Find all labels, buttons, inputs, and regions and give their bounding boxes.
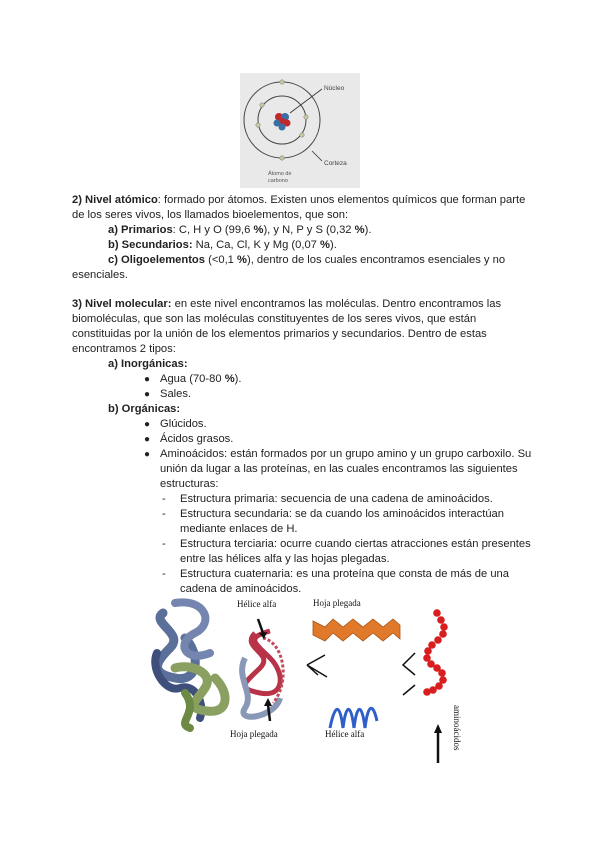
bracket-icon (403, 685, 415, 695)
arrow-icon (264, 698, 272, 706)
electron (256, 123, 260, 127)
section3-heading: 3) Nivel molecular: (72, 298, 172, 310)
electron (280, 156, 284, 160)
list-item: - Estructura terciaria: ocurre cuando ciertas atracciones están presentes entre las hélices alfa y las hojas plegadas. (162, 538, 531, 565)
label-sheet-bottom: Hoja plegada (230, 729, 278, 739)
label-helix-bottom: Hélice alfa (325, 729, 365, 739)
nucleus-label: Núcleo (324, 85, 345, 92)
atom-caption-line2: carbono (268, 178, 288, 184)
list-item: - Estructura secundaria: se da cuando los aminoácidos interactúan mediante enlaces de H. (162, 508, 505, 535)
electron (260, 103, 264, 107)
bracket-icon (403, 653, 415, 675)
oligo-elements: c) Oligoelementos (<0,1 %), dentro de los cuales encontramos esenciales y no esenciales. (72, 254, 506, 281)
primary-elements: a) Primarios: C, H y O (99,6 %), y N, P y S (0,32 %). (108, 224, 372, 236)
nucleus-pointer (290, 89, 322, 113)
nucleus (274, 113, 291, 131)
list-item: - Estructura primaria: secuencia de una cadena de aminoácidos. (162, 493, 493, 505)
arrow-icon (434, 724, 442, 733)
list-item: - Estructura cuaternaria: es una proteína que consta de más de una cadena de aminoácidos. (162, 568, 509, 595)
electron (280, 80, 284, 84)
bracket-icon (307, 655, 327, 677)
alpha-helix (330, 708, 377, 728)
document-body (72, 193, 532, 597)
inorganic-heading: a) Inorgánicas: (108, 358, 188, 370)
organic-list (72, 417, 532, 492)
protein-structure-list (72, 492, 532, 597)
atom-diagram (240, 73, 360, 188)
atom-caption-line1: Átomo de (268, 171, 292, 177)
shell-pointer (312, 151, 322, 161)
protein-svg (145, 593, 465, 765)
list-item: ● Agua (70-80 %). (144, 373, 242, 385)
shell-label: Corteza (324, 160, 347, 167)
label-sheet-top: Hoja plegada (313, 598, 361, 608)
section2-intro: 2) Nivel atómico: formado por átomos. Existen unos elementos químicos que forman parte de los seres vivos, los llamados bioelementos, que son: (72, 194, 526, 221)
label-helix-top: Hélice alfa (237, 599, 277, 609)
list-item: ● Aminoácidos: están formados por un grupo amino y un grupo carboxilo. Su unión da lugar a las proteínas, en las cuales encontramos las siguientes estructuras: (144, 448, 532, 490)
protein-structure-diagram (145, 593, 465, 765)
section2-heading: 2) Nivel atómico (72, 194, 158, 206)
electron (304, 115, 308, 119)
section3-intro: 3) Nivel molecular: en este nivel encontramos las moléculas. Dentro encontramos las biomoléculas, que son las moléculas constituyentes de los seres vivos, que están constituidas por la unión de los elementos primarios y secundarios. Dentro de estas encontramos 2 tipos: (72, 298, 502, 355)
list-item: ● Sales. (144, 388, 192, 400)
amino-acid-chain (423, 609, 448, 696)
inorganic-list (72, 372, 532, 402)
beta-sheet (313, 619, 400, 641)
organic-heading: b) Orgánicas: (108, 403, 181, 415)
secondary-elements: b) Secundarios: Na, Ca, Cl, K y Mg (0,07 %). (108, 239, 337, 251)
quaternary-structure (155, 602, 225, 728)
list-item: ● Glúcidos. (144, 418, 207, 430)
atom-svg (240, 73, 360, 188)
arrow-icon (258, 619, 263, 633)
electron (300, 133, 304, 137)
list-item: ● Ácidos grasos. (144, 433, 234, 445)
tertiary-structure (242, 631, 283, 717)
label-aminoacids: aminoácidos (452, 705, 462, 751)
